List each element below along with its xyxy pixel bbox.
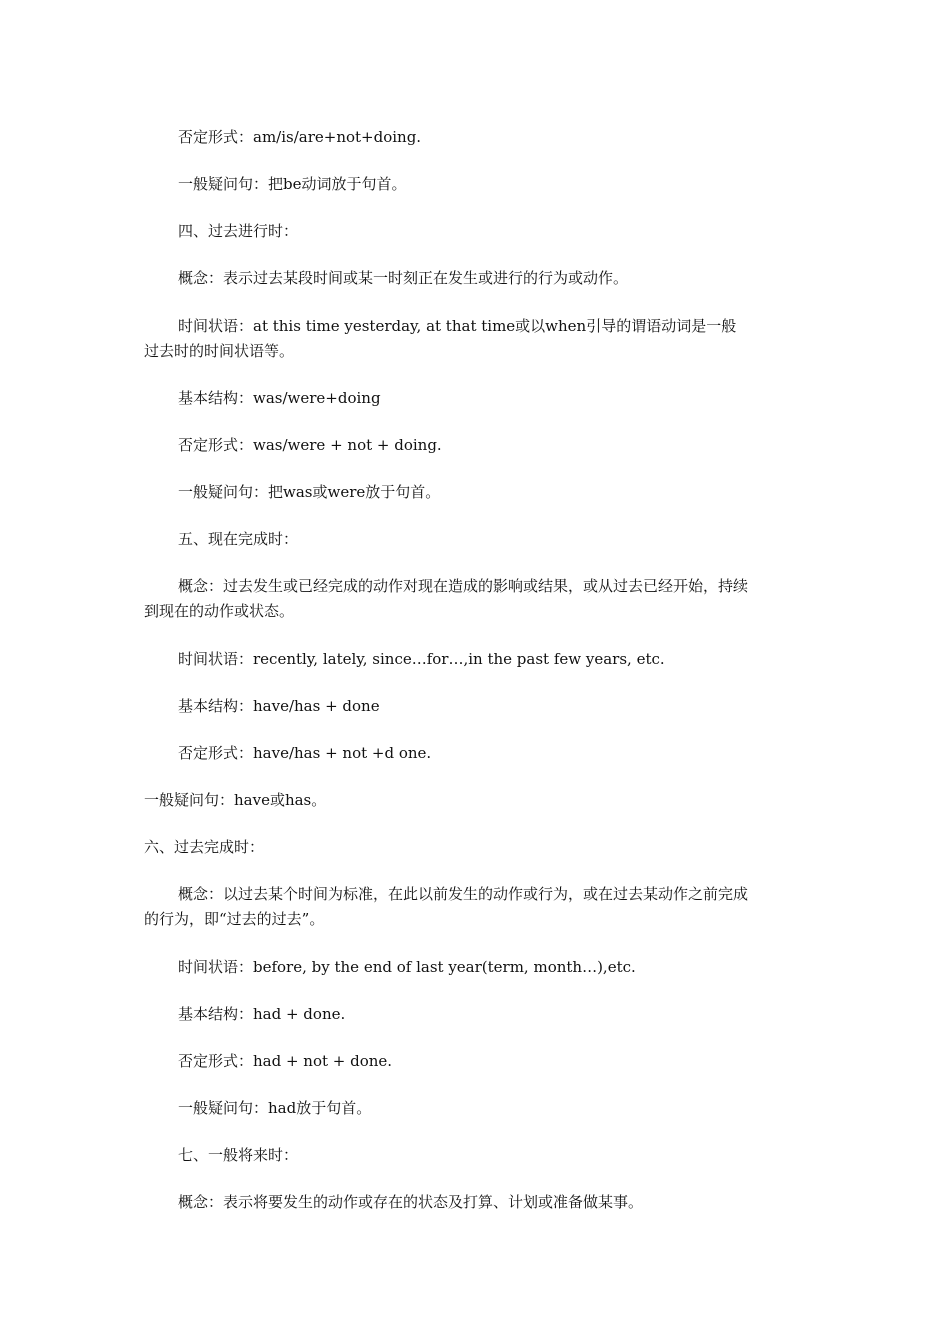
text-line-5: 时间状语：at this time yesterday, at that time或以when引导的谓语动词是一般 <box>178 317 737 335</box>
text-line-23: 一般疑问句：had放于句首。 <box>178 1099 372 1117</box>
text-line-8: 否定形式：was/were + not + doing. <box>178 436 442 454</box>
text-line-11: 概念：过去发生或已经完成的动作对现在造成的影响或结果，或从过去已经开始，持续 <box>178 577 749 595</box>
text-line-13: 时间状语：recently, lately, since…for…,in the past few years, etc. <box>178 650 665 668</box>
section-heading-4: 四、过去进行时： <box>178 222 299 240</box>
text-line-2: 一般疑问句：把be动词放于句首。 <box>178 175 407 193</box>
text-line-4: 概念：表示过去某段时间或某一时刻正在发生或进行的行为或动作。 <box>178 269 629 287</box>
text-line-21: 基本结构：had + done. <box>178 1005 346 1023</box>
text-line-14: 基本结构：have/has + done <box>178 697 380 715</box>
text-line-16: 一般疑问句：have或has。 <box>144 791 327 809</box>
text-line-25: 概念：表示将要发生的动作或存在的状态及打算、计划或准备做某事。 <box>178 1193 644 1211</box>
section-heading-7: 七、一般将来时： <box>178 1146 299 1164</box>
section-heading-5: 五、现在完成时： <box>178 530 299 548</box>
text-line-22: 否定形式：had + not + done. <box>178 1052 393 1070</box>
text-line-19: 的行为，即“过去的过去”。 <box>144 910 325 928</box>
section-heading-6: 六、过去完成时： <box>144 838 265 856</box>
text-line-1: 否定形式：am/is/are+not+doing. <box>178 128 422 146</box>
text-line-12: 到现在的动作或状态。 <box>144 602 295 620</box>
text-line-6: 过去时的时间状语等。 <box>144 342 295 360</box>
text-line-9: 一般疑问句：把was或were放于句首。 <box>178 483 441 501</box>
text-line-15: 否定形式：have/has + not +d one. <box>178 744 432 762</box>
text-line-7: 基本结构：was/were+doing <box>178 389 381 407</box>
text-line-18: 概念：以过去某个时间为标准，在此以前发生的动作或行为，或在过去某动作之前完成 <box>178 885 749 903</box>
text-line-20: 时间状语：before, by the end of last year(term, month…),etc. <box>178 958 636 976</box>
